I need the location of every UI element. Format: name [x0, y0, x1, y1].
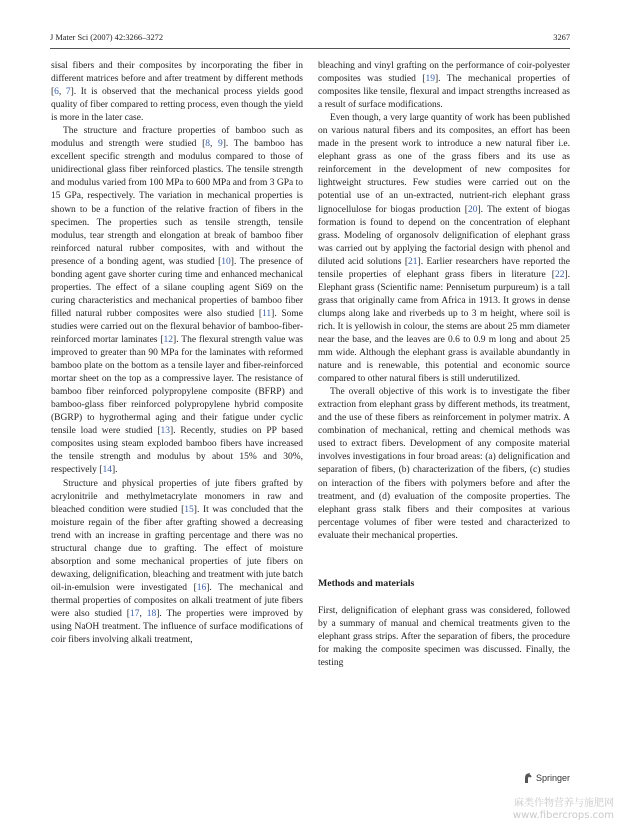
watermark-line-2: www.fibercrops.com	[512, 810, 614, 821]
citation-link[interactable]: 7	[65, 87, 71, 98]
citation-link[interactable]: 21	[408, 256, 418, 267]
paragraph: Even though, a very large quantity of work has been published on various natural fibers and its composites, an effort has been made in the present work to introduce a new natural fiber i.e. elephant grass as one of the grass fibers and its use as reinforcement in the development of new composites for lightweight structures. Few studies were carried out on the potential use of an un-extracted, nutrient-rich elephant grass lignocellulose for biogas production [20]. The extent of biogas formation is found to depend on the concentration of elephant grass. Modeling of organosolv delignification of elephant grass was carried out by applying the factorial design with phenol and diluted acid solutions [21]. Earlier researchers have reported the tensile properties of elephant grass fibers in literature [22]. Elephant grass (Scientific name: Pennisetum purpureum) is a tall grass that originally came from Africa in 1913. It grows in dense clumps along lake and riverbeds up to 3 m height, where soil is rich. It is yellowish in colour, the stems are about 25 mm diameter near the base, and the leaves are 0.6 to 0.9 m long and about 25 mm wide. Although the elephant grass is available abundantly in nature and is renewable, this potential and economic source compared to other natural fibers is still underutilized.	[318, 113, 570, 385]
watermark	[513, 798, 614, 822]
citation-link[interactable]: 17	[129, 608, 140, 619]
citation-link[interactable]: 16	[196, 582, 207, 593]
paragraph: sisal fibers and their composites by incorporating the fiber in different matrices before and after treatment by different methods [6, 7]. It is observed that the mechanical process yields good quality of fiber compared to retting process, even though the yield is more in the later case.	[51, 61, 304, 124]
paragraph: bleaching and vinyl grafting on the performance of coir-polyester composites was studied [19]. The mechanical properties of composites like tensile, flexural and impact strengths increased as a result of surface modifications.	[318, 61, 570, 111]
running-header	[50, 33, 570, 47]
citation-link[interactable]: 12	[163, 334, 174, 345]
section-title: Methods and materials	[318, 577, 415, 589]
journal-citation: J Mater Sci (2007) 42:3266–3272	[50, 33, 164, 42]
paragraph: The structure and fracture properties of bamboo such as modulus and strength were studied [8, 9]. The bamboo has excellent specific strength and modulus compared to those of unidirectional glass fiber reinforced plastics. The tensile strength and modulus varied from 100 MPa to 600 MPa and from 3 GPa to 15 GPa, respectively. The variation in mechanical properties is shown to be a function of the relative fraction of fibers in the specimen. The properties such as tensile strength, tensile modulus, tear strength and elongation at break of bamboo fiber reinforced natural rubber composites, with and without the presence of a bonding agent, was studied [10]. The presence of bonding agent gave shorter curing time and enhanced mechanical properties. The effect of a silane coupling agent Si69 on the curing characteristics and mechanical properties of bamboo fiber filled natural rubber composites were also studied [11]. Some studies were carried out on the flexural behavior of bamboo-fiber-reinforced mortar laminates [12]. The flexural strength value was improved to greater than 90 MPa for the laminates with reformed bamboo plate on the bottom as a tensile layer and fiber-reinforced mortar sheet on the top as a compressive layer. The resistance of bamboo fiber reinforced polypropylene composite (BFRP) and bamboo-glass fiber reinforced polypropylene hybrid composite (BGRP) to hygrothermal aging and their fatigue under cyclic tensile load were studied [13]. Recently, studies on PP based composites using steam exploded bamboo fibers have increased the tensile strength and modulus by about 15% and 30%, respectively [14].	[51, 126, 304, 476]
header-rule	[50, 48, 570, 49]
citation-link[interactable]: 8	[205, 139, 210, 150]
citation-link[interactable]: 15	[184, 504, 194, 515]
citation-link[interactable]: 6	[54, 87, 59, 98]
citation-link[interactable]: 18	[146, 608, 157, 619]
citation-link[interactable]: 13	[160, 426, 171, 437]
citation-link[interactable]: 20	[467, 204, 478, 215]
citation-link[interactable]: 22	[554, 269, 565, 280]
publisher-name: Springer	[535, 773, 570, 783]
paragraph: The overall objective of this work is to investigate the fiber extraction from elephant grass by different methods, its treatment, and the use of these fibers as reinforcement in polymer matrix. A combination of mechanical, retting and chemical methods was used to extract fibers. Development of any composite material involves investigations in four broad areas: (a) delignification and separation of fibers, (b) characterization of the fibers, (c) studies on interaction of the fibers with polymers before and after the treatment, and (d) evaluation of the composite properties. The elephant grass stalk fibers and their composites at various percentage volumes of fiber were tested and characterized to evaluate their mechanical properties.	[318, 387, 570, 541]
publisher-footer	[523, 772, 570, 784]
citation-link[interactable]: 14	[102, 465, 112, 476]
page-number: 3267	[553, 33, 570, 42]
citation-link[interactable]: 19	[425, 74, 435, 85]
paragraph: Structure and physical properties of jute fibers grafted by acrylonitrile and methylmetacrylate monomers in raw and bleached condition were studied [15]. It was concluded that the moisture regain of the fiber after grafting showed a decreasing trend with an increase in grafting percentage and there was no structural change due to grafting. The effect of moisture absorption and some mechanical properties of jute fibers on dewaxing, delignification, bleaching and treatment with jute batch oil-in-emulsion were investigated [16]. The mechanical and thermal properties of composites on alkali treatment of jute fibers were also studied [17, 18]. The properties were improved by using NaOH treatment. The influence of surface modifications of coir fibers involving alkali treatment,	[51, 478, 304, 646]
citation-link[interactable]: 10	[221, 256, 231, 267]
citation-link[interactable]: 9	[217, 139, 223, 150]
right-column	[318, 60, 570, 670]
watermark-line-1: 麻类作物营养与施肥网	[514, 798, 614, 809]
paragraph: First, delignification of elephant grass was considered, followed by a summary of manual and chemical treatments given to the elephant grass strips. After the separation of fibers, the procedure for making the composite specimen was discussed. Finally, the testing	[318, 605, 570, 668]
springer-horse-icon	[523, 772, 533, 784]
citation-link[interactable]: 11	[262, 308, 272, 319]
left-column	[51, 60, 303, 647]
